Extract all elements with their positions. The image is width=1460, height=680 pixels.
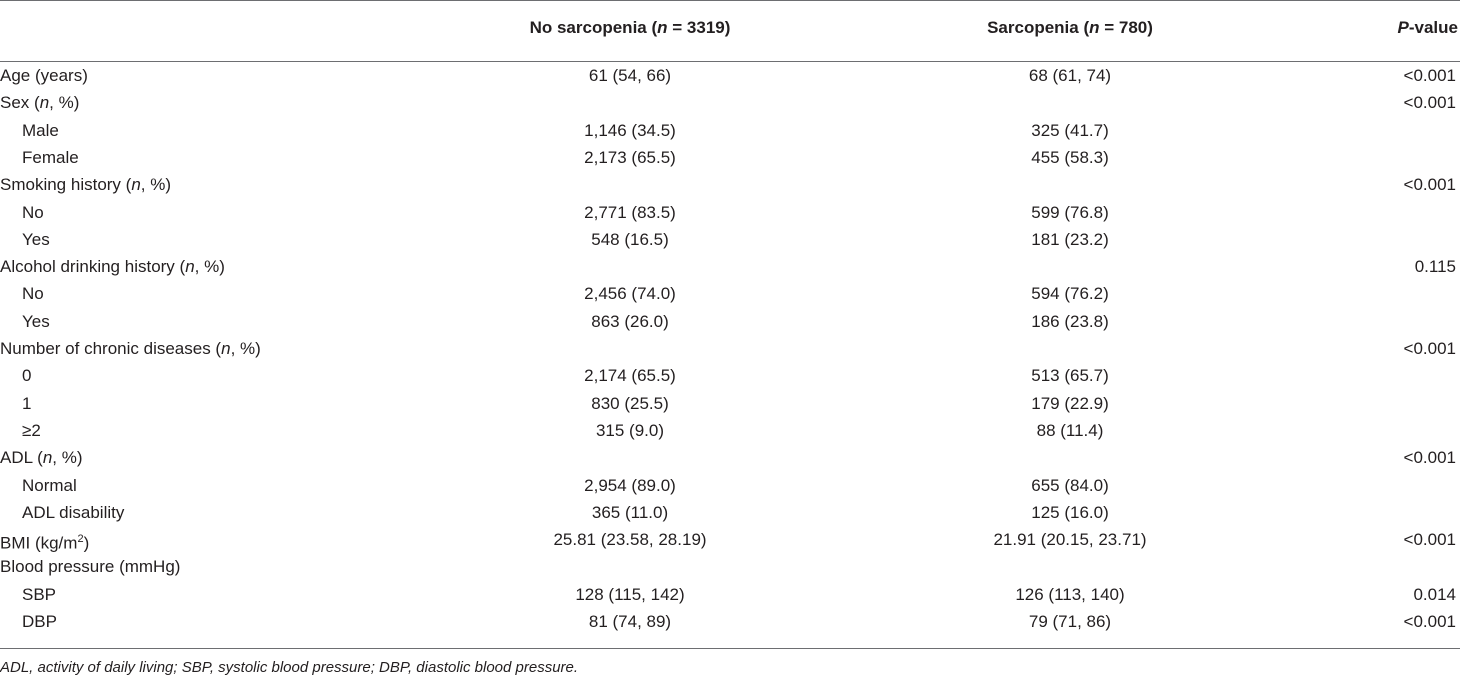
table-row (0, 199, 1460, 226)
value-sarcopenia: 181 (23.2) (1031, 229, 1109, 249)
value-sarcopenia: 79 (71, 86) (1028, 612, 1112, 631)
table-footnote: ADL, activity of daily living; SBP, systolic blood pressure; DBP, diastolic blood pressure. (0, 659, 579, 676)
value-no-sarcopenia: 2,173 (65.5) (584, 147, 676, 167)
value-sarcopenia: 186 (23.8) (1031, 311, 1109, 331)
value-no-sarcopenia: 2,771 (83.5) (584, 202, 676, 222)
table-row (0, 253, 1460, 280)
value-sarcopenia: 599 (76.8) (1031, 202, 1109, 222)
row-label: Male (22, 120, 59, 140)
row-label: Blood pressure (mmHg) (0, 557, 181, 577)
row-label: 1 (22, 393, 32, 413)
value-sarcopenia: 88 (11.4) (1036, 420, 1104, 440)
row-label: SBP (22, 584, 57, 604)
p-value: 0.014 (1413, 584, 1456, 604)
value-sarcopenia: 655 (84.0) (1031, 475, 1109, 495)
value-sarcopenia: 179 (22.9) (1031, 393, 1109, 413)
value-no-sarcopenia: 61 (54, 66) (588, 66, 672, 85)
row-label: ≥2 (22, 420, 41, 440)
value-no-sarcopenia: 830 (25.5) (591, 393, 669, 413)
value-sarcopenia: 513 (65.7) (1031, 366, 1109, 386)
table-row (0, 335, 1460, 362)
table-row (0, 608, 1460, 635)
table-row (0, 444, 1460, 471)
table-row (0, 581, 1460, 608)
row-label: BMI $(kg/m^2)$ (0, 533, 90, 553)
header-p-value: P-value (1397, 18, 1458, 37)
value-sarcopenia: 126 (113, 140) (1015, 584, 1125, 604)
value-no-sarcopenia: 2,954 (89.0) (584, 475, 676, 495)
row-label: Number of chronic diseases (n, %) (0, 339, 261, 358)
table-row (0, 472, 1460, 499)
p-value: <0.001 (1403, 530, 1456, 550)
row-label: ADL disability (22, 502, 125, 522)
value-sarcopenia: 594 (76.2) (1031, 284, 1109, 304)
p-value: <0.001 (1403, 339, 1456, 358)
value-sarcopenia: 68 (61, 74) (1028, 66, 1112, 85)
row-label: DBP (22, 612, 57, 631)
value-sarcopenia: 21.91 (20.15, 23.71) (993, 530, 1147, 550)
p-value: <0.001 (1403, 66, 1456, 85)
table-row (0, 62, 1460, 89)
table-row (0, 144, 1460, 171)
value-sarcopenia: 125 (16.0) (1031, 502, 1109, 522)
value-no-sarcopenia: 315 (9.0) (595, 420, 665, 440)
row-label: Sex (n, %) (0, 93, 80, 113)
table-row (0, 280, 1460, 307)
row-label: Yes (22, 229, 50, 249)
row-label: ADL (n, %) (0, 448, 83, 468)
table-row (0, 553, 1460, 580)
value-no-sarcopenia: 863 (26.0) (591, 311, 669, 331)
row-label: No (22, 284, 44, 304)
row-label: Alcohol drinking history (n, %) (0, 257, 225, 277)
value-sarcopenia: 325 (41.7) (1031, 120, 1109, 140)
value-no-sarcopenia: 128 (115, 142) (575, 584, 685, 604)
value-no-sarcopenia: 548 (16.5) (591, 229, 669, 249)
table-row (0, 171, 1460, 198)
table-row (0, 390, 1460, 417)
row-label: Female (22, 147, 79, 167)
header-no-sarcopenia: No sarcopenia (n = 3319) (529, 18, 731, 37)
table-header (0, 0, 1460, 61)
p-value: <0.001 (1403, 93, 1456, 113)
row-label: Normal (22, 475, 77, 495)
bottom-rule (0, 648, 1460, 649)
row-label: No (22, 202, 44, 222)
value-no-sarcopenia: 365 (11.0) (591, 502, 669, 522)
table-row (0, 526, 1460, 553)
table-row (0, 417, 1460, 444)
value-no-sarcopenia: 1,146 (34.5) (584, 120, 676, 140)
table-row (0, 308, 1460, 335)
value-sarcopenia: 455 (58.3) (1031, 147, 1109, 167)
row-label: Yes (22, 311, 50, 331)
p-value: <0.001 (1403, 612, 1456, 631)
value-no-sarcopenia: 2,174 (65.5) (584, 366, 676, 386)
table-row (0, 499, 1460, 526)
table-row (0, 89, 1460, 116)
p-value: 0.115 (1414, 257, 1456, 277)
table-row (0, 226, 1460, 253)
table-row (0, 362, 1460, 389)
header-sarcopenia: Sarcopenia (n = 780) (987, 18, 1153, 37)
row-label: 0 (22, 366, 32, 386)
value-no-sarcopenia: 81 (74, 89) (588, 612, 672, 631)
value-no-sarcopenia: 2,456 (74.0) (584, 284, 676, 304)
table-row (0, 117, 1460, 144)
p-value: <0.001 (1403, 448, 1456, 468)
value-no-sarcopenia: 25.81 (23.58, 28.19) (553, 530, 707, 550)
p-value: <0.001 (1403, 175, 1456, 195)
row-label: Smoking history (n, %) (0, 175, 172, 195)
row-label: Age (years) (0, 66, 88, 85)
